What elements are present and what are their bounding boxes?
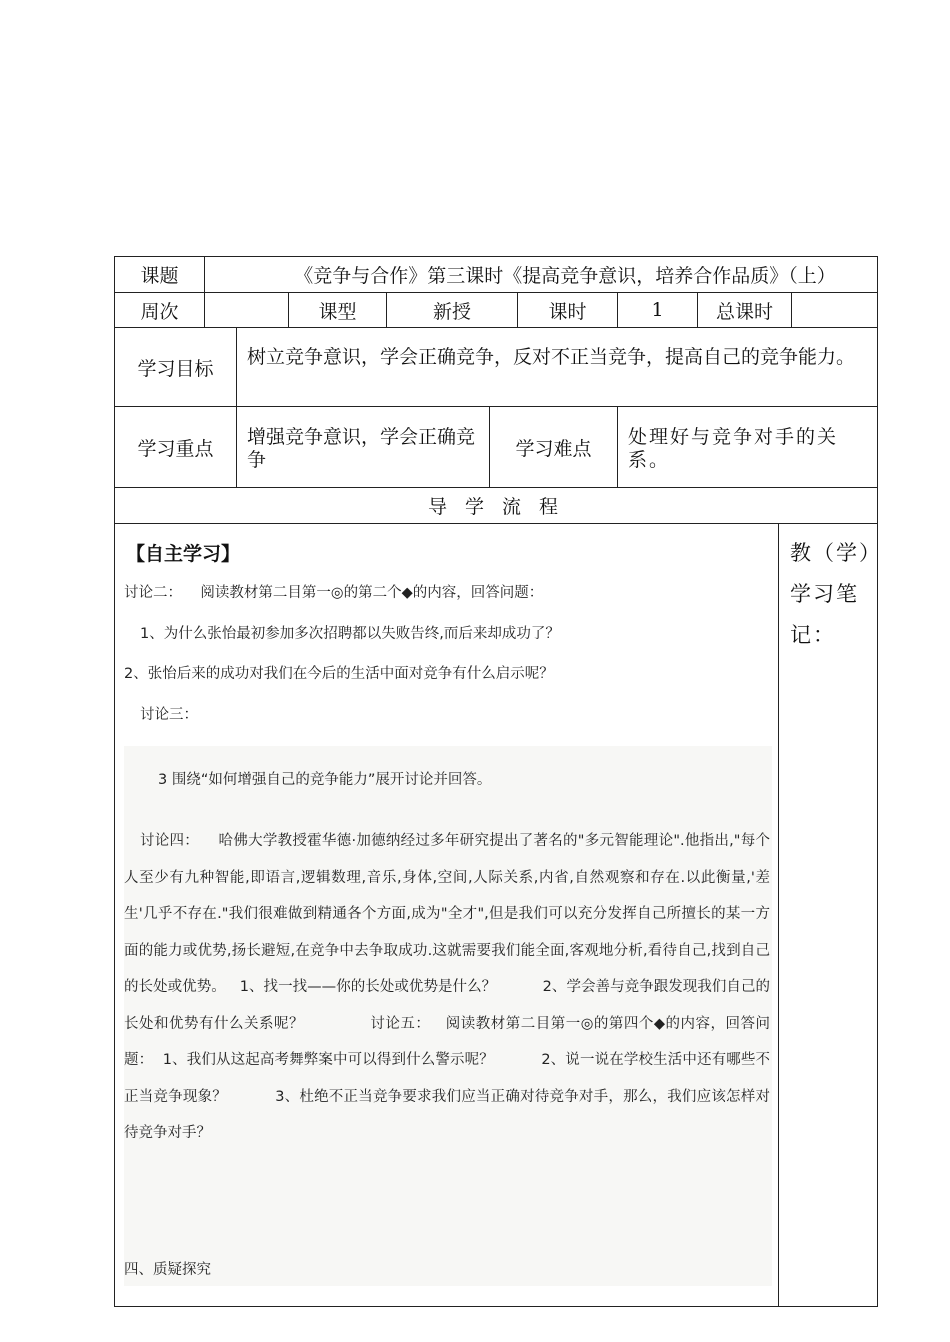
discussion-4-5: 讨论四： 哈佛大学教授霍华德·加德纳经过多年研究提出了著名的"多元智能理论".他指出,"每个人至少有九种智能,即语言,逻辑数理,音乐,身体,空间,人际关系,内省,自然观察和存在.以此衡量,'差生'几乎不存在."我们很难做到精通各个方面,成为"全才",但是我们可以充分发挥自己所擅长的某一方面的能力或优势,扬长避短,在竞争中去争取成功.这就需要我们能全面,客观地分析,看待自己,找到自己的长处或优势。 1、找一找——你的长处或优势是什么？ 2、学会善与竞争跟发现我们自己的长处和优势有什么关系呢？ 讨论五： 阅读教材第二目第一◎的第四个◆的内容，回答问题： 1、我们从这起高考舞弊案中可以得到什么警示呢？ 2、说一说在学校生活中还有哪些不正当竞争现象？ 3、杜绝不正当竞争要求我们应当正确对待竞争对手，那么，我们应该怎样对待竞争对手？ [124, 833, 770, 1141]
lesson-type-label: 课型 [318, 300, 357, 323]
key-point-label: 学习重点 [137, 437, 214, 460]
table-rule [236, 406, 237, 487]
key-point-text: 增强竞争意识，学会正确竞争 [247, 426, 476, 471]
question-2: 2、张怡后来的成功对我们在今后的生活中面对竞争有什么启示呢？ [124, 666, 554, 682]
table-border-bottom [114, 1306, 878, 1307]
discussion-2: 讨论二： 阅读教材第二目第一◎的第二个◆的内容，回答问题： [124, 585, 544, 601]
topic-label: 课题 [140, 265, 179, 287]
flow-title: 导 学 流 程 [427, 496, 565, 518]
table-rule [236, 327, 237, 406]
table-rule [114, 523, 878, 524]
period-value: 1 [651, 299, 664, 321]
period-label: 课时 [548, 300, 587, 323]
question-1: 1、为什么张怡最初参加多次招聘都以失败告终,而后来却成功了？ [140, 626, 560, 642]
question-3: 3 围绕“如何增强自己的竞争能力”展开讨论并回答。 [158, 772, 492, 788]
table-border-right [877, 256, 878, 1307]
difficulty-text: 处理好与竞争对手的关系。 [628, 426, 839, 471]
difficulty-label: 学习难点 [515, 437, 592, 460]
notes-label: 教（学）学习笔记： [790, 541, 872, 647]
section-heading: 【自主学习】 [126, 543, 241, 565]
topic-value: 《竞争与合作》第三课时《提高竞争意识，培养合作品质》（上） [294, 265, 836, 287]
total-value [792, 293, 877, 327]
total-label: 总课时 [715, 300, 773, 323]
section-4: 四、质疑探究 [124, 1262, 211, 1278]
goals-label: 学习目标 [137, 357, 214, 380]
week-value [205, 293, 288, 327]
table-rule [778, 523, 779, 1307]
discussion-3: 讨论三： [140, 707, 198, 723]
lesson-type-value: 新授 [432, 300, 471, 323]
week-label: 周次 [140, 300, 179, 323]
table-rule [617, 406, 618, 487]
goals-text: 树立竞争意识，学会正确竞争，反对不正当竞争，提高自己的竞争能力。 [247, 346, 856, 368]
